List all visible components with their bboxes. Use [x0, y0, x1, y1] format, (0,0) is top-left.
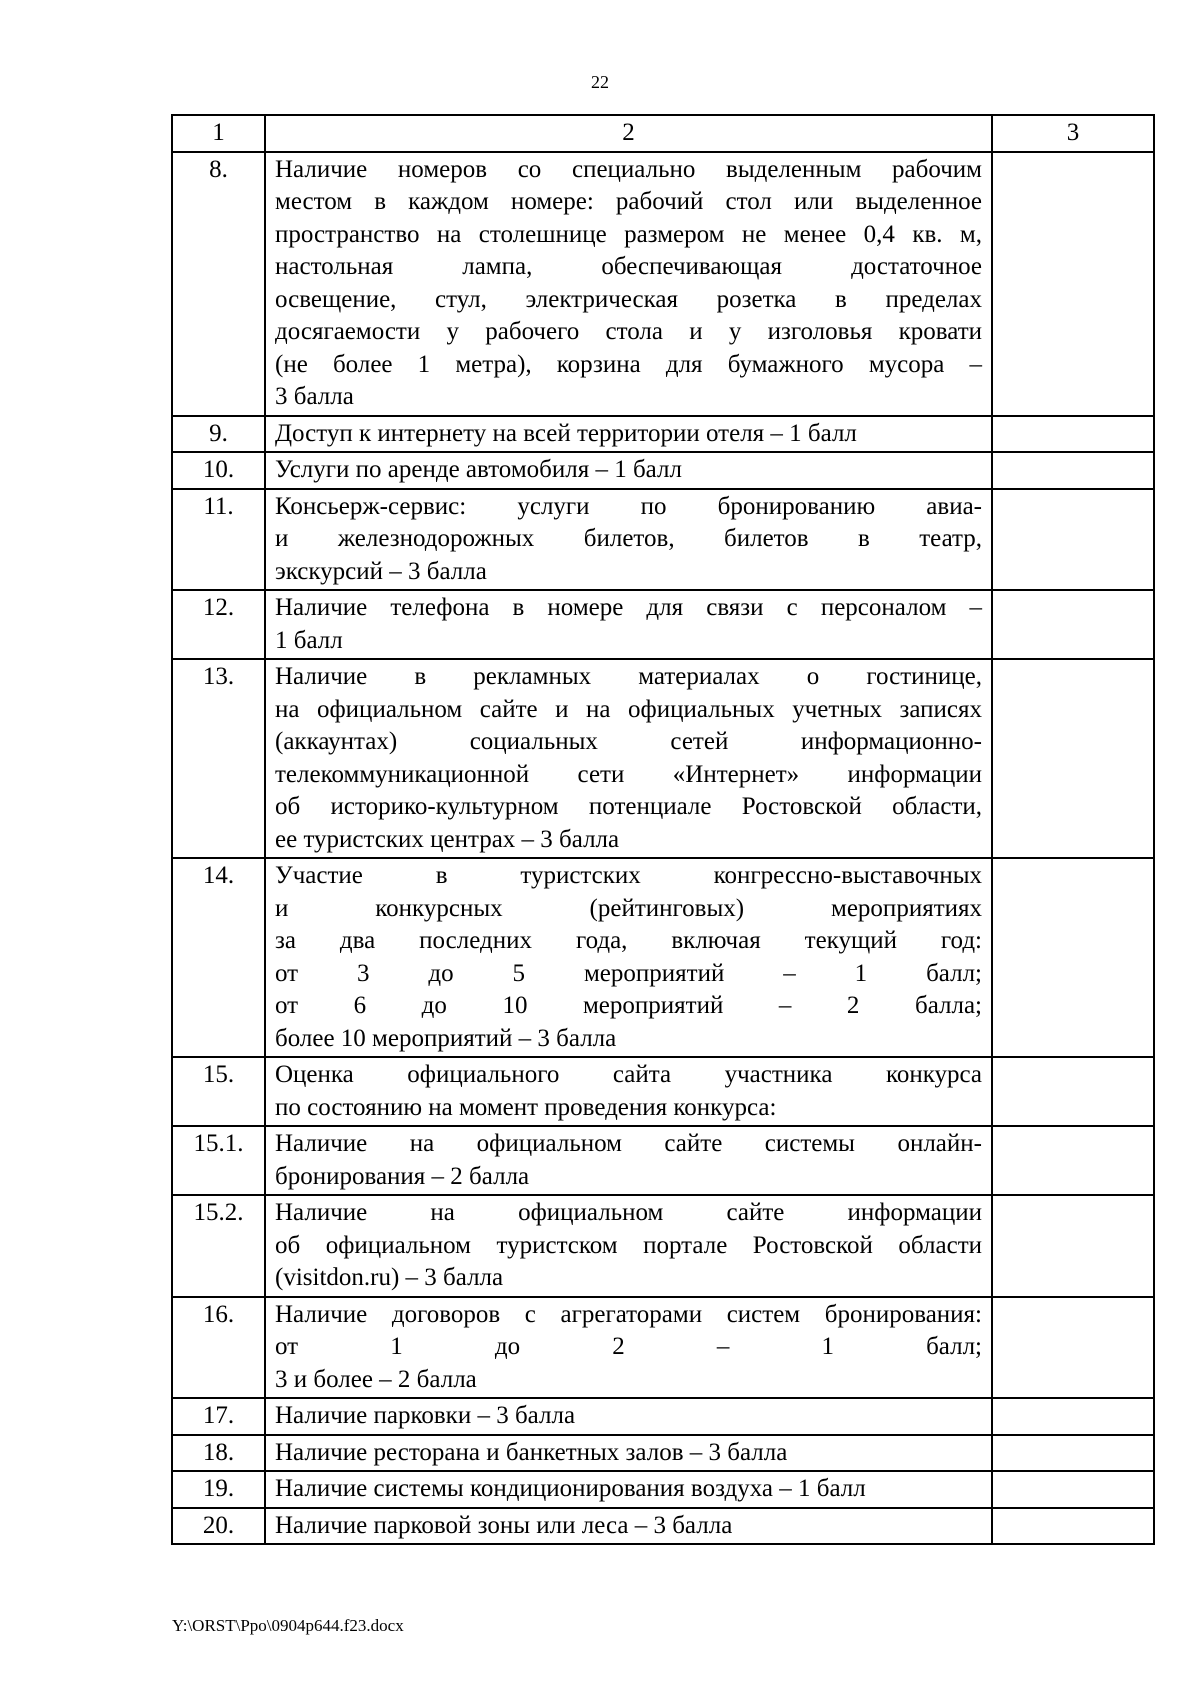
score-cell — [992, 152, 1154, 416]
criterion-text — [265, 416, 992, 453]
criterion-text — [265, 1195, 992, 1297]
criterion-text — [265, 1398, 992, 1435]
criterion-line: на официальном сайте и на официальных учетных записях — [275, 695, 982, 723]
criterion-line: Наличие телефона в номере для связи с персоналом – — [275, 594, 982, 621]
table-row — [172, 452, 1154, 489]
table-row — [172, 590, 1154, 659]
score-cell — [992, 452, 1154, 489]
criterion-line: Наличие договоров с агрегаторами систем бронирования: — [275, 1300, 982, 1328]
score-cell — [992, 1126, 1154, 1195]
criterion-line: досягаемости у рабочего стола и у изголовья кровати — [275, 318, 982, 345]
criterion-text — [265, 590, 992, 659]
criterion-line: от 3 до 5 мероприятий – 1 балл; — [275, 959, 982, 987]
table-row — [172, 1508, 1154, 1545]
header-col-2: 2 — [265, 115, 992, 152]
score-cell — [992, 590, 1154, 659]
row-number: 14. — [172, 858, 265, 1057]
criterion-line: (аккаунтах) социальных сетей информационно- — [275, 728, 982, 755]
criterion-line: Наличие в рекламных материалах о гостинице, — [275, 663, 982, 690]
row-number: 17. — [172, 1398, 265, 1435]
criterion-line: от 6 до 10 мероприятий – 2 балла; — [275, 992, 982, 1019]
table-row — [172, 1057, 1154, 1126]
criterion-text — [265, 1508, 992, 1545]
table-row — [172, 1126, 1154, 1195]
criterion-text — [265, 1471, 992, 1508]
criterion-line: Наличие на официальном сайте системы онлайн- — [275, 1130, 982, 1157]
criterion-line: за два последних года, включая текущий год: — [275, 927, 982, 954]
criterion-line: 3 балла — [275, 383, 354, 410]
criterion-line: и конкурсных (рейтинговых) мероприятиях — [275, 894, 982, 922]
score-cell — [992, 858, 1154, 1057]
criterion-line: экскурсий – 3 балла — [275, 557, 487, 585]
table-row — [172, 858, 1154, 1057]
row-number: 15. — [172, 1057, 265, 1126]
criterion-line: по состоянию на момент проведения конкурса: — [275, 1093, 777, 1121]
score-cell — [992, 1297, 1154, 1399]
table-row — [172, 1297, 1154, 1399]
criterion-line: Наличие парковки – 3 балла — [275, 1402, 576, 1429]
criterion-text — [265, 489, 992, 591]
criterion-text — [265, 659, 992, 858]
criterion-text — [265, 1057, 992, 1126]
row-number: 13. — [172, 659, 265, 858]
criterion-line: Участие в туристских конгрессно-выставочных — [275, 862, 982, 889]
table-row — [172, 1398, 1154, 1435]
row-number: 15.2. — [172, 1195, 265, 1297]
score-cell — [992, 659, 1154, 858]
criterion-line: Доступ к интернету на всей территории отеля – 1 балл — [275, 419, 857, 447]
criteria-table — [171, 114, 1155, 1545]
criterion-line: (не более 1 метра), корзина для бумажного мусора – — [275, 350, 982, 378]
criterion-line: Услуги по аренде автомобиля – 1 балл — [275, 456, 682, 483]
criterion-line: (visitdon.ru) – 3 балла — [275, 1264, 504, 1291]
table-row — [172, 152, 1154, 416]
criterion-line: об официальном туристском портале Ростовской области — [275, 1231, 982, 1259]
header-col-3: 3 — [992, 115, 1154, 152]
criterion-text — [265, 452, 992, 489]
criterion-line: бронирования – 2 балла — [275, 1162, 530, 1190]
row-number: 19. — [172, 1471, 265, 1508]
table-row — [172, 1471, 1154, 1508]
table-row — [172, 416, 1154, 453]
criterion-line: 1 балл — [275, 626, 343, 654]
criterion-line: Наличие номеров со специально выделенным рабочим — [275, 155, 982, 183]
criterion-text — [265, 1435, 992, 1472]
header-col-1: 1 — [172, 115, 265, 152]
score-cell — [992, 1471, 1154, 1508]
row-number: 18. — [172, 1435, 265, 1472]
score-cell — [992, 1057, 1154, 1126]
criterion-text — [265, 1297, 992, 1399]
criterion-line: и железнодорожных билетов, билетов в театр, — [275, 525, 982, 552]
criterion-line: местом в каждом номере: рабочий стол или выделенное — [275, 188, 982, 215]
score-cell — [992, 1398, 1154, 1435]
row-number: 9. — [172, 416, 265, 453]
row-number: 12. — [172, 590, 265, 659]
criterion-line: об историко-культурном потенциале Ростовской области, — [275, 793, 982, 820]
row-number: 16. — [172, 1297, 265, 1399]
score-cell — [992, 489, 1154, 591]
criterion-line: освещение, стул, электрическая розетка в пределах — [275, 285, 982, 313]
criterion-line: Оценка официального сайта участника конкурса — [275, 1061, 982, 1088]
criterion-text — [265, 1126, 992, 1195]
table-row — [172, 1435, 1154, 1472]
criterion-line: более 10 мероприятий – 3 балла — [275, 1024, 617, 1052]
row-number: 10. — [172, 452, 265, 489]
table-row — [172, 489, 1154, 591]
file-path-footer: Y:\ORST\Ppo\0904p644.f23.docx — [172, 1616, 404, 1635]
row-number: 8. — [172, 152, 265, 416]
row-number: 20. — [172, 1508, 265, 1545]
score-cell — [992, 416, 1154, 453]
row-number: 11. — [172, 489, 265, 591]
criterion-line: Наличие парковой зоны или леса – 3 балла — [275, 1511, 733, 1539]
table-row — [172, 659, 1154, 858]
row-number: 15.1. — [172, 1126, 265, 1195]
criterion-line: Наличие на официальном сайте информации — [275, 1199, 982, 1226]
criterion-line: Наличие системы кондиционирования воздуха – 1 балл — [275, 1475, 866, 1502]
criterion-line: ее туристских центрах – 3 балла — [275, 825, 620, 853]
criterion-line: Наличие ресторана и банкетных залов – 3 балла — [275, 1438, 788, 1466]
criterion-text — [265, 858, 992, 1057]
table-header-row — [172, 115, 1154, 152]
criterion-line: настольная лампа, обеспечивающая достаточное — [275, 253, 982, 280]
score-cell — [992, 1195, 1154, 1297]
criterion-line: Консьерж-сервис: услуги по бронированию авиа- — [275, 492, 982, 520]
score-cell — [992, 1435, 1154, 1472]
criterion-line: пространство на столешнице размером не менее 0,4 кв. м, — [275, 220, 982, 248]
criterion-text — [265, 152, 992, 416]
criterion-line: телекоммуникационной сети «Интернет» информации — [275, 760, 982, 788]
criterion-line: 3 и более – 2 балла — [275, 1365, 477, 1393]
score-cell — [992, 1508, 1154, 1545]
page-number: 22 — [591, 72, 609, 92]
table-row — [172, 1195, 1154, 1297]
criterion-line: от 1 до 2 – 1 балл; — [275, 1333, 982, 1360]
